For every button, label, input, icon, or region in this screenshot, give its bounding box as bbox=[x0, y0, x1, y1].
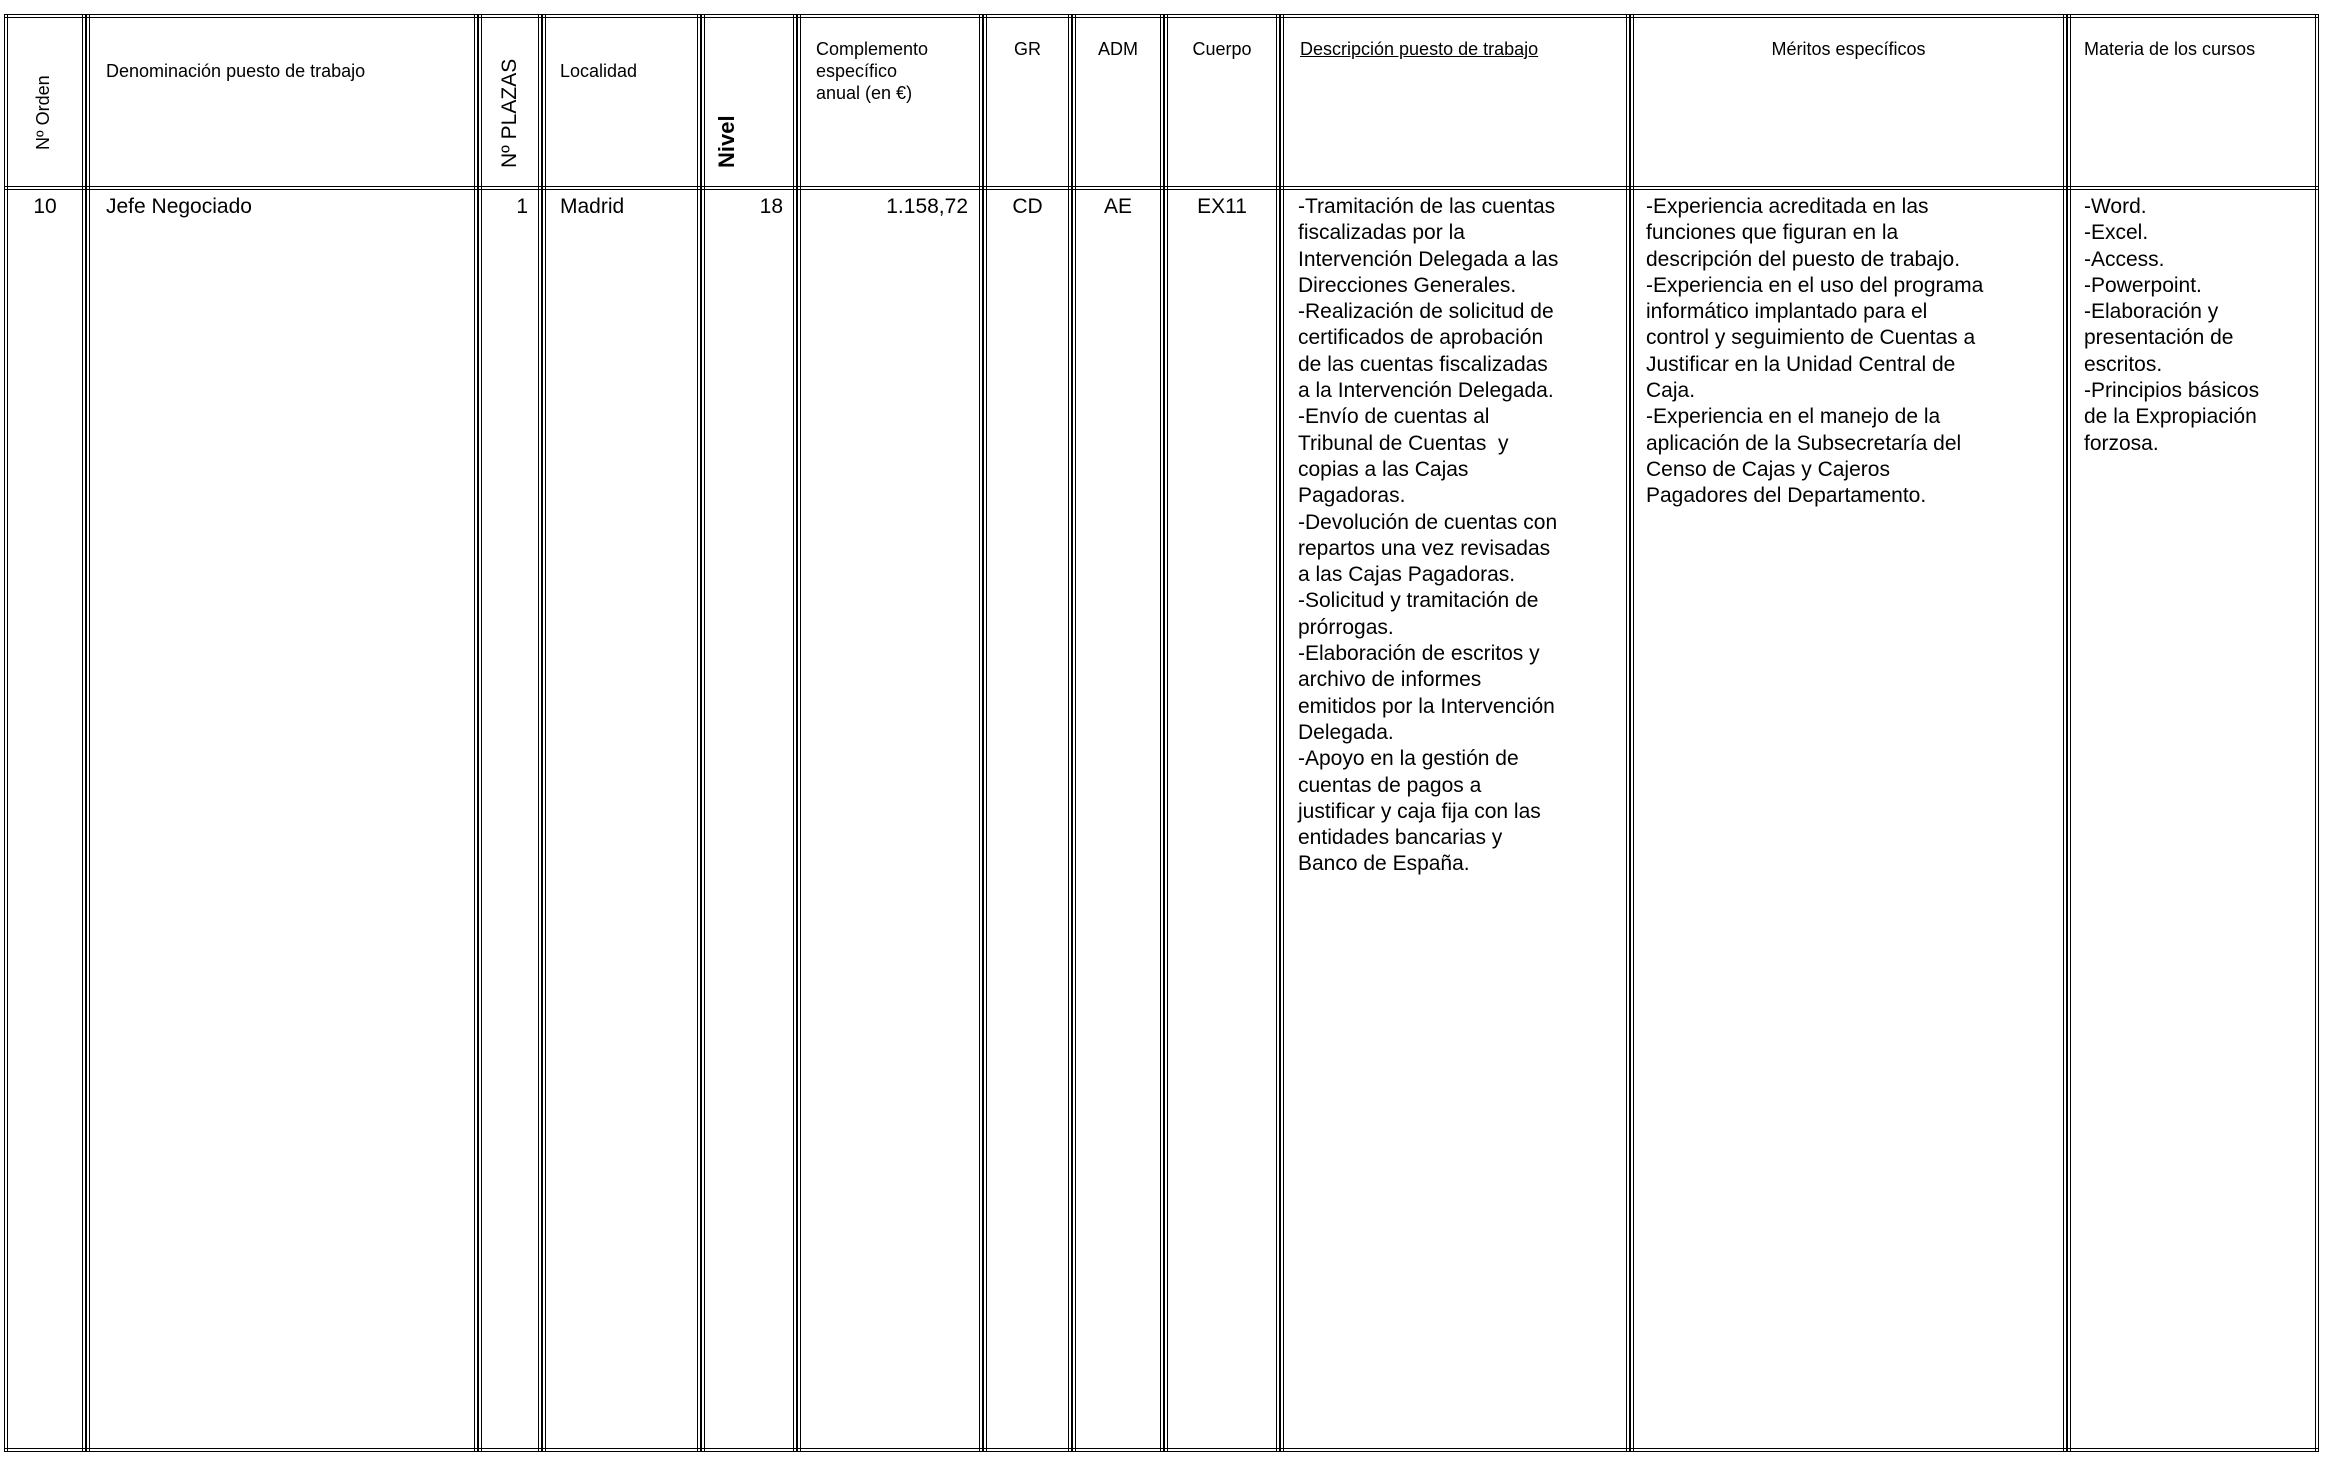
materia-line: -Excel. bbox=[2084, 221, 2149, 245]
descripcion-line: -Apoyo en la gestión de bbox=[1298, 747, 1519, 771]
cell-denominacion: Jefe Negociado bbox=[106, 195, 252, 218]
header-descripcion: Descripción puesto de trabajo bbox=[1300, 39, 1539, 59]
header-plazas: Nº PLAZAS bbox=[498, 58, 521, 168]
cell-descripcion bbox=[1298, 194, 1558, 878]
descripcion-line: -Devolución de cuentas con bbox=[1298, 510, 1558, 534]
materia-line: -Elaboración y bbox=[2084, 300, 2219, 324]
cell-materia bbox=[2084, 194, 2259, 457]
column-plazas bbox=[478, 14, 542, 1452]
descripcion-line: archivo de informes bbox=[1298, 668, 1482, 692]
meritos-line: Caja. bbox=[1646, 379, 1696, 403]
cell-plazas: 1 bbox=[516, 195, 528, 218]
descripcion-line: cuentas de pagos a bbox=[1298, 773, 1482, 797]
materia-line: -Word. bbox=[2084, 195, 2147, 218]
cell-localidad: Madrid bbox=[560, 195, 625, 218]
descripcion-line: justificar y caja fija con las bbox=[1298, 799, 1541, 823]
descripcion-line: a la Intervención Delegada. bbox=[1298, 379, 1554, 403]
descripcion-line: -Realización de solicitud de bbox=[1298, 300, 1554, 324]
cell-nivel: 18 bbox=[759, 195, 783, 218]
header-gr: GR bbox=[1014, 39, 1041, 59]
descripcion-line: entidades bancarias y bbox=[1298, 826, 1503, 850]
cell-adm: AE bbox=[1103, 195, 1132, 218]
meritos-line: descripción del puesto de trabajo. bbox=[1646, 247, 1961, 271]
meritos-line: control y seguimiento de Cuentas a bbox=[1646, 326, 1976, 350]
descripcion-line: copias a las Cajas bbox=[1298, 457, 1469, 481]
meritos-line: -Experiencia en el manejo de la bbox=[1646, 405, 1941, 429]
header-localidad: Localidad bbox=[560, 61, 638, 81]
materia-line: forzosa. bbox=[2084, 431, 2159, 455]
header-meritos: Méritos específicos bbox=[1771, 39, 1926, 59]
descripcion-line: Delegada. bbox=[1298, 720, 1394, 744]
header-cuerpo: Cuerpo bbox=[1192, 39, 1252, 59]
cell-gr: CD bbox=[1012, 195, 1043, 218]
cell-meritos bbox=[1646, 194, 1983, 510]
descripcion-line: -Envío de cuentas al bbox=[1298, 405, 1490, 429]
column-cuerpo bbox=[1164, 14, 1280, 1452]
header-complemento-line: específico bbox=[816, 61, 898, 81]
header-complemento-line: anual (en €) bbox=[816, 83, 913, 103]
descripcion-line: -Tramitación de las cuentas bbox=[1298, 195, 1556, 218]
descripcion-line: certificados de aprobación bbox=[1298, 326, 1544, 350]
descripcion-line: fiscalizadas por la bbox=[1298, 221, 1465, 245]
header-complemento-line: Complemento bbox=[816, 39, 929, 59]
descripcion-line: emitidos por la Intervención bbox=[1298, 694, 1555, 718]
meritos-line: informático implantado para el bbox=[1646, 300, 1928, 324]
header-complemento bbox=[816, 38, 928, 104]
cell-orden: 10 bbox=[33, 195, 57, 218]
meritos-line: Pagadores del Departamento. bbox=[1646, 484, 1927, 508]
header-orden: Nº Orden bbox=[33, 75, 53, 150]
materia-line: de la Expropiación bbox=[2084, 405, 2257, 429]
materia-line: -Principios básicos bbox=[2084, 379, 2260, 403]
descripcion-line: de las cuentas fiscalizadas bbox=[1298, 352, 1548, 376]
descripcion-line: a las Cajas Pagadoras. bbox=[1298, 563, 1516, 587]
header-adm: ADM bbox=[1098, 39, 1138, 59]
materia-line: escritos. bbox=[2084, 352, 2163, 376]
column-orden bbox=[4, 14, 86, 1452]
meritos-line: -Experiencia acreditada en las bbox=[1646, 195, 1929, 218]
column-gr bbox=[983, 14, 1072, 1452]
descripcion-line: -Solicitud y tramitación de bbox=[1298, 589, 1539, 613]
header-divider bbox=[4, 186, 2319, 192]
materia-line: -Powerpoint. bbox=[2084, 273, 2202, 297]
cell-complemento: 1.158,72 bbox=[886, 195, 968, 218]
descripcion-line: repartos una vez revisadas bbox=[1298, 536, 1551, 560]
descripcion-line: Tribunal de Cuentas y bbox=[1298, 431, 1509, 455]
materia-line: -Access. bbox=[2084, 247, 2165, 271]
meritos-line: funciones que figuran en la bbox=[1646, 221, 1899, 245]
materia-line: presentación de bbox=[2084, 326, 2234, 350]
descripcion-line: -Elaboración de escritos y bbox=[1298, 642, 1540, 666]
column-nivel bbox=[701, 14, 797, 1452]
cell-cuerpo: EX11 bbox=[1197, 195, 1247, 218]
descripcion-line: Direcciones Generales. bbox=[1298, 273, 1517, 297]
meritos-line: Censo de Cajas y Cajeros bbox=[1646, 457, 1890, 481]
column-complemento bbox=[797, 14, 983, 1452]
header-denominacion: Denominación puesto de trabajo bbox=[106, 61, 366, 81]
descripcion-line: prórrogas. bbox=[1298, 615, 1394, 639]
column-adm bbox=[1072, 14, 1164, 1452]
column-localidad bbox=[542, 14, 701, 1452]
descripcion-line: Banco de España. bbox=[1298, 852, 1470, 876]
descripcion-line: Pagadoras. bbox=[1298, 484, 1406, 508]
meritos-line: Justificar en la Unidad Central de bbox=[1646, 352, 1956, 376]
header-nivel: Nivel bbox=[714, 115, 739, 168]
descripcion-line: Intervención Delegada a las bbox=[1298, 247, 1559, 271]
header-materia: Materia de los cursos bbox=[2084, 39, 2256, 59]
meritos-line: -Experiencia en el uso del programa bbox=[1646, 273, 1984, 297]
meritos-line: aplicación de la Subsecretaría del bbox=[1646, 431, 1962, 455]
column-denominacion bbox=[86, 14, 478, 1452]
